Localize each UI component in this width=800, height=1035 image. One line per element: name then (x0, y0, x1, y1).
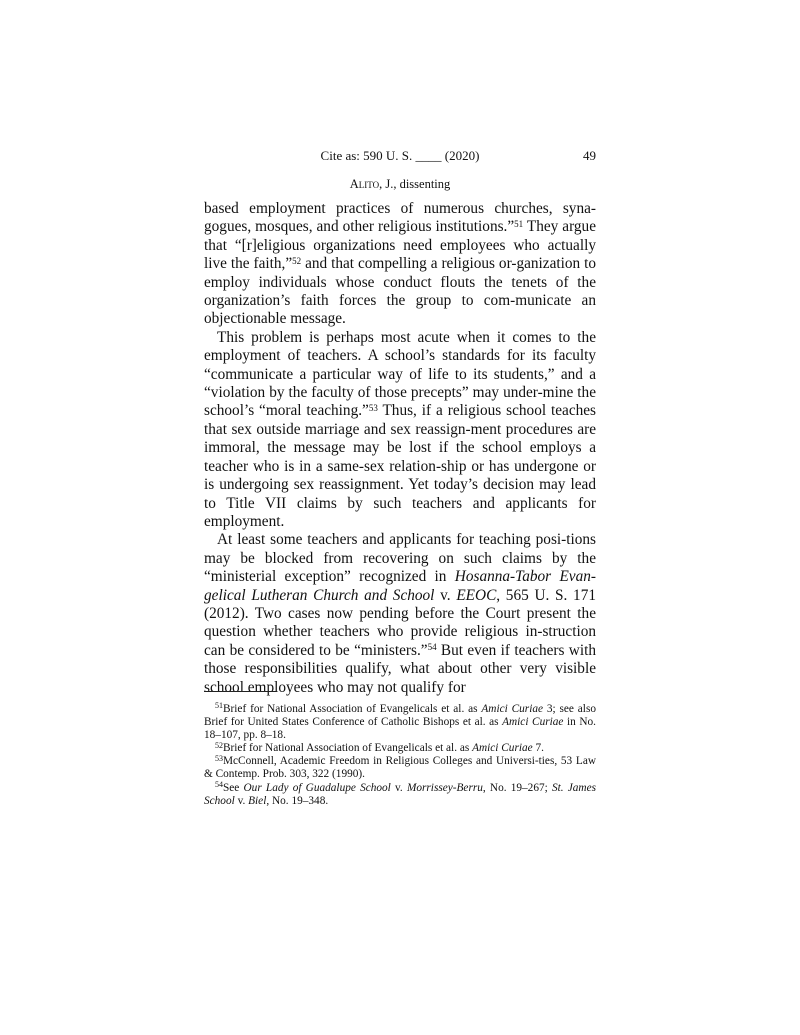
footnote-number: 53 (215, 753, 223, 763)
text-run: This problem is perhaps most acute when it comes to the employment of teachers. A school’s standards for its faculty “communicate a particular way of life to its students,” and a “violation by the faculty of those precepts” may under-mine the school’s “moral teaching.” (204, 328, 596, 420)
paragraph-1 (204, 200, 596, 329)
text-run: , No. 19–348. (266, 794, 329, 807)
main-text (204, 200, 596, 697)
text-run: See (223, 781, 244, 794)
text-run: They argue that “[r]eligious organizations need employees who actually live the faith,” (204, 218, 596, 273)
page-number: 49 (583, 148, 596, 163)
text-run: At least some teachers and applicants for teaching posi-tions may be blocked from recovering on such claims by the “ministerial exception” recognized in (204, 531, 596, 586)
footnote-53 (204, 755, 596, 781)
text-run: But even if teachers with those responsibilities qualify, what about other very visible school employees who may not qualify for (204, 641, 596, 696)
footnote-number: 52 (215, 740, 223, 750)
text-run: in No. 18–107, pp. 8–18. (204, 716, 596, 742)
footnotes (204, 703, 596, 808)
footnote-ref-54: 54 (427, 642, 437, 653)
text-run: McConnell, Academic Freedom in Religious Colleges and Universi-ties, 53 Law & Contemp. Prob. 303, 322 (1990). (204, 755, 596, 781)
running-header (204, 148, 596, 166)
footnote-divider (204, 691, 276, 692)
case-name-hosanna-tabor: Hosanna-Tabor Evan-gelical Lutheran Church and School (204, 568, 596, 604)
text-run: Brief for National Association of Evangelicals et al. as (223, 703, 482, 715)
footnote-ref-52: 52 (292, 255, 302, 266)
text-run: Brief for National Association of Evangelicals et al. as (223, 742, 473, 755)
text-run: , No. 19–267; (482, 781, 552, 794)
footnote-54 (204, 779, 596, 808)
footnote-number: 51 (215, 701, 223, 711)
footnote-52 (204, 742, 596, 755)
text-run: 7. (532, 742, 544, 755)
text-run: based employment practices of numerous churches, syna-gogues, mosques, and other religious institutions.” (204, 200, 596, 236)
italic-run: Amici Curiae (502, 716, 564, 729)
italic-run: Amici Curiae (481, 703, 543, 715)
text-run: 3; see also Brief for United States Conference of Catholic Bishops et al. as (204, 703, 596, 729)
opinion-author-line (204, 177, 596, 192)
italic-run: Morrissey-Berru (406, 781, 483, 794)
citation-header: Cite as: 590 U. S. ____ (2020) (320, 148, 480, 163)
footnote-ref-51: 51 (514, 218, 524, 229)
text-run: and that compelling a religious or-ganization to employ individuals whose conduct flouts the tenets of the organization’s faith forces the group to com-municate an objectionable message. (204, 255, 597, 328)
paragraph-2 (204, 329, 596, 531)
italic-run: Amici Curiae (472, 742, 533, 755)
footnote-51 (204, 703, 596, 742)
text-run: Thus, if a religious school teaches that sex outside marriage and sex reassign-ment procedures are immoral, the message may be lost if the school employs a teacher who is in a same-sex relation-ship or has undergone or is undergoing sex reassignment. Yet today’s decision may lead to Title VII claims by such teachers and applicants for employment. (204, 402, 596, 530)
dissenting-label: , J., dissenting (379, 177, 451, 191)
footnote-number: 54 (215, 779, 223, 789)
italic-run: St. James School (204, 781, 596, 807)
text-run: v. (390, 781, 407, 794)
author-name: Alito (349, 177, 380, 191)
text-run: , 565 U. S. 171 (2012). Two cases now pending before the Court present the question whether teachers who provide religious in-struction can be considered to be “ministers.” (204, 586, 597, 659)
text-run: v. (434, 586, 457, 604)
case-name-eeoc: EEOC (456, 586, 497, 604)
paragraph-3 (204, 531, 596, 697)
text-run: v. (234, 794, 249, 807)
italic-run: Biel (248, 794, 267, 807)
italic-run: Our Lady of Guadalupe School (243, 781, 391, 794)
footnote-ref-53: 53 (368, 402, 378, 413)
